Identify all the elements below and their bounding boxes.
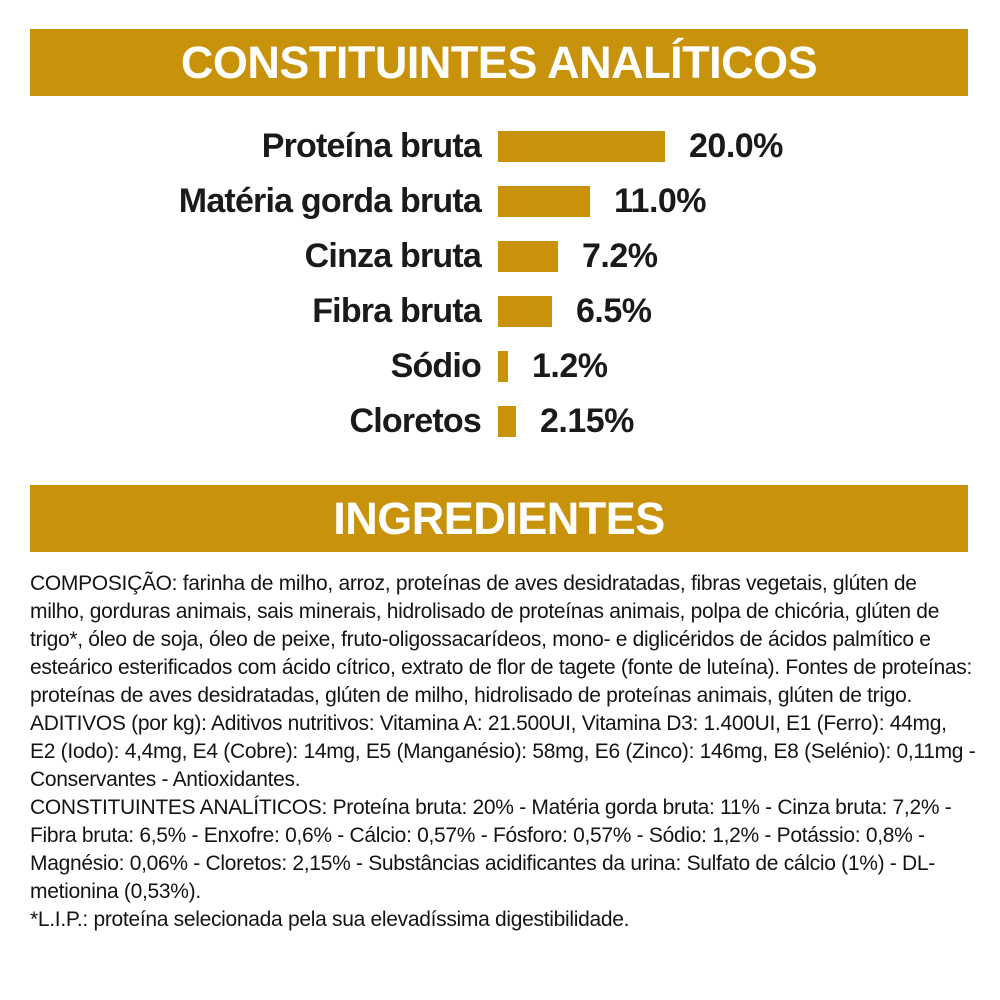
bar-value: 2.15% [540, 402, 634, 440]
bar-value: 11.0% [614, 182, 707, 220]
chart-row-proteina-bruta [30, 119, 970, 174]
ingredients-text-block [30, 570, 976, 934]
chart-row-cinza-bruta [30, 229, 970, 284]
bar-value: 1.2% [532, 347, 608, 385]
chart-row-cloretos [30, 394, 970, 449]
ingredients-banner [30, 485, 968, 552]
bar [498, 131, 665, 162]
additives-paragraph: ADITIVOS (por kg): Aditivos nutritivos: Vitamina A: 21.500UI, Vitamina D3: 1.400UI, E1 (Ferro): 44mg, E2 (Iodo): 4,4mg, E4 (Cobre): 14mg, E5 (Manganésio): 58mg, E6 (Zinco): 146mg, E8 (Selénio): 0,11mg - Conservantes - Antioxidantes. [30, 712, 976, 791]
bar-label: Fibra bruta [312, 292, 481, 330]
bar [498, 186, 590, 217]
analytical-constituents-banner [30, 29, 968, 96]
bar [498, 296, 552, 327]
bar [498, 406, 516, 437]
bar-label: Cinza bruta [304, 237, 481, 275]
bar [498, 241, 558, 272]
analytical-constituents-title: CONSTITUINTES ANALÍTICOS [180, 36, 818, 88]
chart-row-sodio [30, 339, 970, 394]
chart-row-materia-gorda-bruta [30, 174, 970, 229]
bar-label: Matéria gorda bruta [178, 182, 481, 220]
ingredients-title: INGREDIENTES [333, 492, 665, 544]
bar-label: Proteína bruta [261, 127, 481, 165]
chart-row-fibra-bruta [30, 284, 970, 339]
bar-value: 7.2% [582, 237, 658, 275]
composition-paragraph: COMPOSIÇÃO: farinha de milho, arroz, proteínas de aves desidratadas, fibras vegetais, glúten de milho, gorduras animais, sais minerais, hidrolisado de proteínas animais, polpa de chicória, glúten de trigo*, óleo de soja, óleo de peixe, fruto-oligossacarídeos, mono- e diglicéridos de ácidos palmítico e esteárico esterificados com ácido cítrico, extrato de flor de tagete (fonte de luteína). Fontes de proteínas: proteínas de aves desidratadas, glúten de milho, hidrolisado de proteínas animais, glúten de trigo. [30, 572, 972, 707]
analytical-constituents-bar-chart [30, 119, 970, 449]
analytical-constituents-paragraph: CONSTITUINTES ANALÍTICOS: Proteína bruta: 20% - Matéria gorda bruta: 11% - Cinza bruta: 7,2% - Fibra bruta: 6,5% - Enxofre: 0,6% - Cálcio: 0,57% - Fósforo: 0,57% - Sódio: 1,2% - Potássio: 0,8% - Magnésio: 0,06% - Cloretos: 2,15% - Substâncias acidificantes da urina: Sulfato de cálcio (1%) - DL-metionina (0,53%). [30, 796, 952, 903]
bar-value: 6.5% [576, 292, 652, 330]
lip-footnote: *L.I.P.: proteína selecionada pela sua elevadíssima digestibilidade. [30, 908, 630, 931]
bar [498, 351, 508, 382]
bar-label: Cloretos [349, 402, 481, 440]
bar-label: Sódio [390, 347, 481, 385]
bar-value: 20.0% [689, 127, 783, 165]
